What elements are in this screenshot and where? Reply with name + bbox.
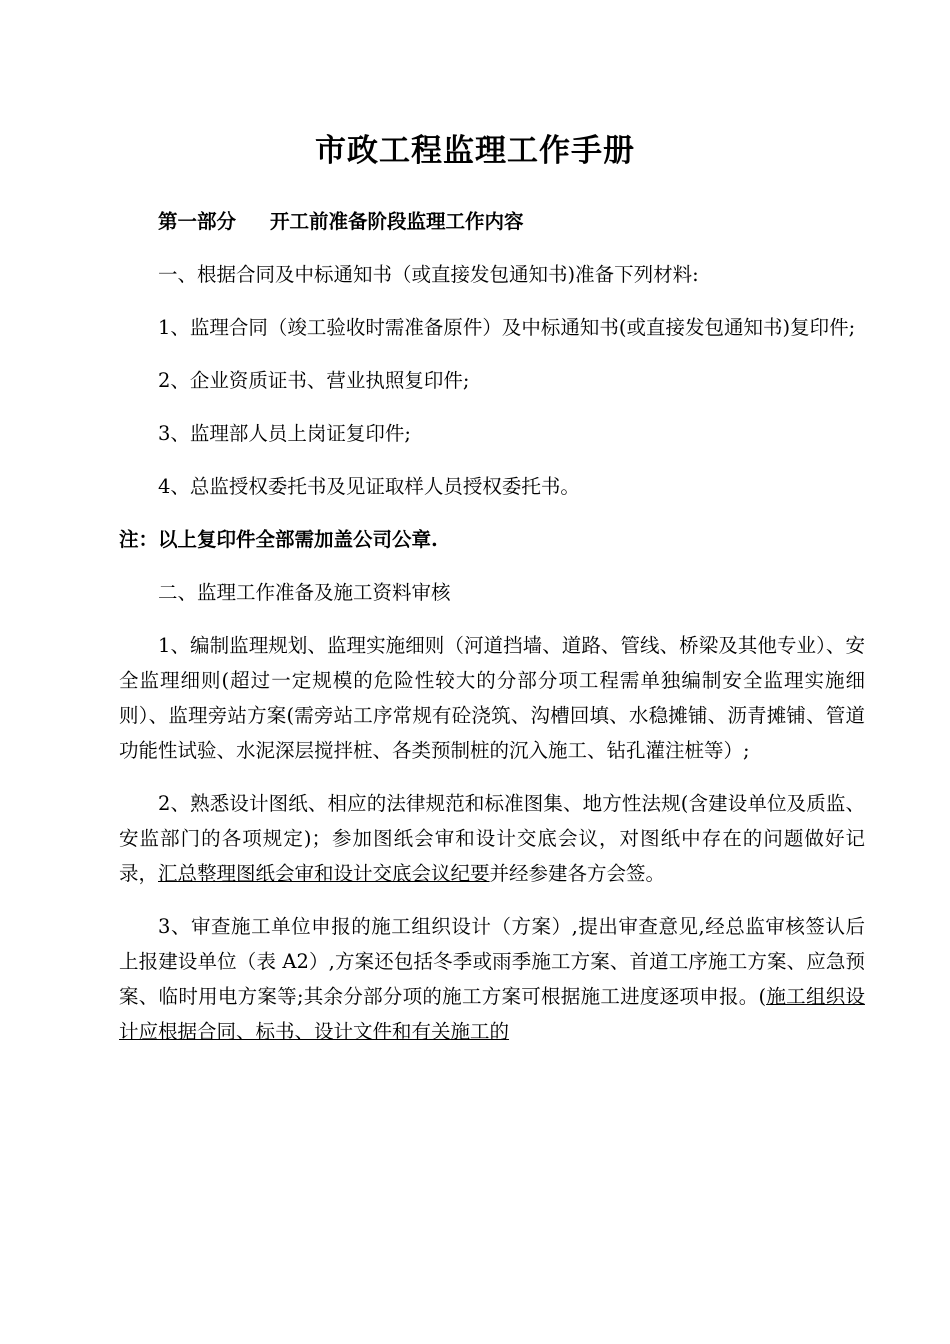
document-title: 市政工程监理工作手册 bbox=[315, 133, 635, 169]
section2-item-3-text: 3、审查施工单位申报的施工组织设计（方案）,提出审查意见,经总监审核签认后上报建设单位（表 A2）,方案还包括冬季或雨季施工方案、首道工序施工方案、应急预案、临时用电方案等;其余分部分项的施工方案可根据施工进度逐项申报。( bbox=[119, 915, 865, 1008]
section2-item-2-tail: 并经参建各方会签。 bbox=[489, 862, 666, 885]
section2-item-2-underlined: 汇总整理图纸会审和设计交底会议纪要 bbox=[158, 862, 490, 885]
section1-item-3: 3、监理部人员上岗证复印件; bbox=[158, 422, 411, 445]
section2-item-2 bbox=[119, 786, 865, 891]
section1-heading: 一、根据合同及中标通知书（或直接发包通知书)准备下列材料: bbox=[158, 263, 699, 286]
section2-item-3 bbox=[119, 909, 865, 1049]
section2-item-1: 1、编制监理规划、监理实施细则（河道挡墙、道路、管线、桥梁及其他专业）、安全监理细则(超过一定规模的危险性较大的分部分项工程需单独编制安全监理实施细则）、监理旁站方案(需旁站工序常规有砼浇筑、沟槽回填、水稳摊铺、沥青摊铺、管道功能性试验、水泥深层搅拌桩、各类预制桩的沉入施工、钻孔灌注桩等）; bbox=[119, 634, 865, 762]
section1-note: 注：以上复印件全部需加盖公司公章. bbox=[119, 528, 438, 551]
section1-item-2: 2、企业资质证书、营业执照复印件; bbox=[158, 369, 470, 392]
part-heading bbox=[119, 204, 865, 239]
part-number: 第一部分 bbox=[158, 210, 237, 233]
section2-item-3-underlined: 施工组织设计应根据合同、标书、设计文件和有关施工的 bbox=[119, 985, 865, 1043]
section2-item-2-text: 2、熟悉设计图纸、相应的法律规范和标准图集、地方性法规(含建设单位及质监、安监部门的各项规定)；参加图纸会审和设计交底会议，对图纸中存在的问题做好记录， bbox=[119, 792, 865, 885]
section1-item-4: 4、总监授权委托书及见证取样人员授权委托书。 bbox=[158, 475, 580, 498]
section1-item-1: 1、监理合同（竣工验收时需准备原件）及中标通知书(或直接发包通知书)复印件; bbox=[158, 316, 856, 339]
section2-heading: 二、监理工作准备及施工资料审核 bbox=[158, 581, 451, 604]
document-body bbox=[119, 204, 865, 1067]
part-name: 开工前准备阶段监理工作内容 bbox=[270, 210, 524, 233]
